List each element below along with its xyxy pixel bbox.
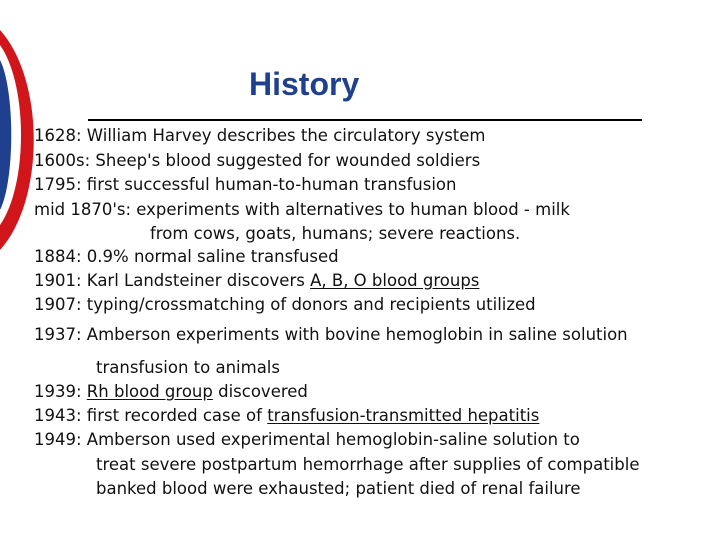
history-line-1795: 1795: first successful human-to-human transfusion <box>34 175 457 194</box>
history-line-1901-text: 1901: Karl Landsteiner discovers <box>34 271 311 290</box>
history-line-1949: 1949: Amberson used experimental hemoglobin-saline solution to <box>34 430 580 449</box>
history-line-1939-text: 1939: <box>34 382 87 401</box>
rh-blood-group-link[interactable]: Rh blood group <box>86 382 213 401</box>
history-line-1939 <box>34 382 308 402</box>
history-line-1870s-cont: from cows, goats, humans; severe reactions. <box>150 224 521 243</box>
transfusion-hepatitis-link[interactable]: transfusion-transmitted hepatitis <box>267 406 540 425</box>
history-line-1937-cont: transfusion to animals <box>96 358 280 377</box>
history-line-1628: 1628: William Harvey describes the circulatory system <box>34 126 486 145</box>
slide-title: History <box>249 66 360 102</box>
abo-blood-groups-link[interactable]: A, B, O blood groups <box>310 271 480 290</box>
history-line-1949-cont-2: banked blood were exhausted; patient died of renal failure <box>96 479 581 498</box>
history-line-1939-suffix: discovered <box>212 382 308 401</box>
history-line-1884: 1884: 0.9% normal saline transfused <box>34 247 339 266</box>
history-line-1870s: mid 1870's: experiments with alternatives to human blood - milk <box>34 200 570 219</box>
history-line-1901 <box>34 271 479 291</box>
history-line-1949-cont-1: treat severe postpartum hemorrhage after supplies of compatible <box>96 455 640 474</box>
history-line-1943 <box>34 406 539 426</box>
history-line-1600s: 1600s: Sheep's blood suggested for wounded soldiers <box>34 151 481 170</box>
title-underline-rule <box>88 119 642 121</box>
history-line-1937: 1937: Amberson experiments with bovine hemoglobin in saline solution <box>34 325 628 344</box>
history-line-1943-text: 1943: first recorded case of <box>34 406 268 425</box>
history-line-1907: 1907: typing/crossmatching of donors and recipients utilized <box>34 295 536 314</box>
